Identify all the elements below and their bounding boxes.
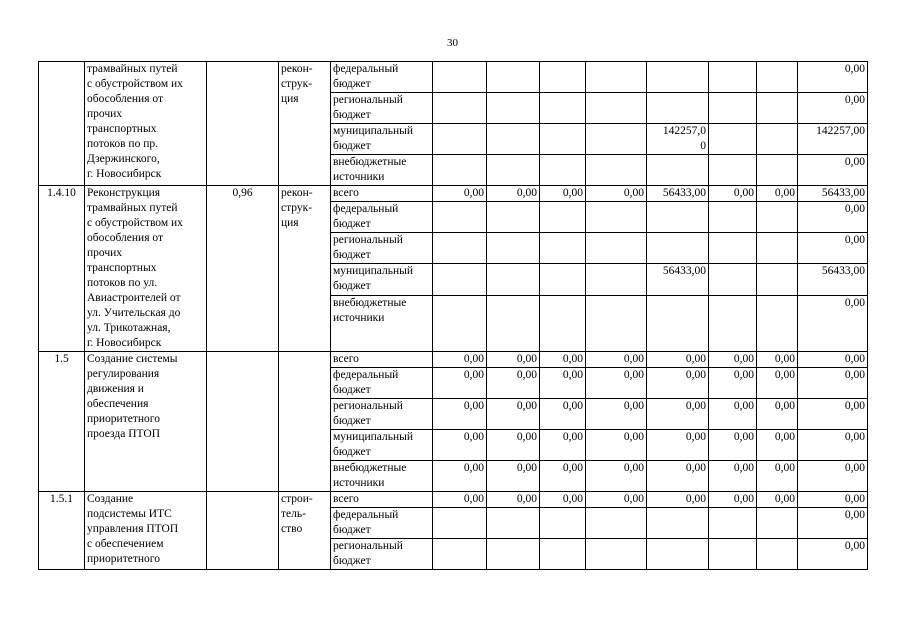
amount-cell xyxy=(647,62,709,93)
item-code: 1.5 xyxy=(39,352,85,492)
funding-source: внебюджетные источники xyxy=(331,155,433,186)
amount-cell xyxy=(433,264,487,295)
amount-cell: 0,00 xyxy=(757,461,798,492)
amount-cell: 0,00 xyxy=(798,508,868,539)
amount-cell: 0,00 xyxy=(647,492,709,508)
amount-cell xyxy=(586,124,647,155)
amount-cell xyxy=(433,93,487,124)
amount-cell xyxy=(540,295,586,351)
amount-cell xyxy=(433,539,487,570)
amount-cell: 0,00 xyxy=(540,461,586,492)
funding-source: всего xyxy=(331,352,433,368)
amount-cell xyxy=(647,93,709,124)
amount-cell xyxy=(757,295,798,351)
amount-cell: 0,00 xyxy=(487,368,540,399)
amount-cell xyxy=(487,295,540,351)
amount-cell xyxy=(433,233,487,264)
funding-source: муниципальный бюджет xyxy=(331,264,433,295)
funding-source: региональный бюджет xyxy=(331,399,433,430)
amount-cell: 0,00 xyxy=(757,430,798,461)
amount-cell xyxy=(540,508,586,539)
amount-cell: 0,00 xyxy=(647,399,709,430)
amount-cell: 0,00 xyxy=(586,492,647,508)
funding-source: региональный бюджет xyxy=(331,539,433,570)
amount-cell: 0,00 xyxy=(487,492,540,508)
amount-cell xyxy=(757,93,798,124)
amount-cell: 0,00 xyxy=(586,430,647,461)
amount-cell xyxy=(586,508,647,539)
amount-cell: 0,00 xyxy=(487,399,540,430)
amount-cell: 0,00 xyxy=(433,461,487,492)
amount-cell: 0,00 xyxy=(647,461,709,492)
amount-cell xyxy=(757,155,798,186)
amount-cell: 0,00 xyxy=(798,202,868,233)
amount-cell xyxy=(586,539,647,570)
amount-cell xyxy=(487,124,540,155)
item-name: Реконструкция трамвайных путей с обустройством их обособления от прочих транспортных потоков по ул. Авиастроителей от ул. Учительская до ул. Трикотажная, г. Новосибирск xyxy=(85,186,207,352)
amount-cell xyxy=(709,62,757,93)
amount-cell xyxy=(757,124,798,155)
amount-cell xyxy=(487,155,540,186)
funding-source: федеральный бюджет xyxy=(331,202,433,233)
page-number: 30 xyxy=(447,37,458,49)
table-row xyxy=(39,352,868,368)
amount-cell xyxy=(540,62,586,93)
amount-cell: 0,00 xyxy=(798,233,868,264)
amount-cell: 0,00 xyxy=(586,461,647,492)
amount-cell xyxy=(757,539,798,570)
amount-cell xyxy=(709,295,757,351)
funding-source: внебюджетные источники xyxy=(331,295,433,351)
amount-cell xyxy=(647,539,709,570)
amount-cell xyxy=(540,93,586,124)
amount-cell xyxy=(647,295,709,351)
amount-cell: 0,00 xyxy=(709,430,757,461)
amount-cell xyxy=(757,62,798,93)
table-row xyxy=(39,62,868,93)
amount-cell xyxy=(586,264,647,295)
funding-source: всего xyxy=(331,492,433,508)
amount-cell xyxy=(586,62,647,93)
amount-cell: 142257,0 0 xyxy=(647,124,709,155)
amount-cell: 0,00 xyxy=(757,399,798,430)
funding-source: внебюджетные источники xyxy=(331,461,433,492)
amount-cell: 0,00 xyxy=(487,461,540,492)
amount-cell: 0,00 xyxy=(433,492,487,508)
amount-cell: 0,00 xyxy=(757,368,798,399)
amount-cell: 0,00 xyxy=(709,461,757,492)
amount-cell: 0,00 xyxy=(647,368,709,399)
amount-cell: 0,00 xyxy=(757,186,798,202)
amount-cell xyxy=(709,233,757,264)
funding-source: муниципальный бюджет xyxy=(331,430,433,461)
amount-cell xyxy=(586,155,647,186)
amount-cell xyxy=(540,124,586,155)
amount-cell xyxy=(586,93,647,124)
amount-cell xyxy=(586,295,647,351)
amount-cell: 0,00 xyxy=(798,368,868,399)
amount-cell: 0,00 xyxy=(487,352,540,368)
budget-table xyxy=(38,61,868,570)
amount-cell: 56433,00 xyxy=(647,186,709,202)
item-name: трамвайных путей с обустройством их обособления от прочих транспортных потоков по пр. Дзержинского, г. Новосибирск xyxy=(85,62,207,186)
amount-cell xyxy=(757,508,798,539)
amount-cell xyxy=(586,233,647,264)
item-code: 1.4.10 xyxy=(39,186,85,352)
amount-cell xyxy=(647,202,709,233)
amount-cell xyxy=(647,233,709,264)
amount-cell xyxy=(647,155,709,186)
amount-cell: 0,00 xyxy=(709,186,757,202)
amount-cell xyxy=(709,202,757,233)
amount-cell: 0,00 xyxy=(540,368,586,399)
table-row xyxy=(39,492,868,508)
amount-cell: 0,00 xyxy=(487,430,540,461)
table-row xyxy=(39,186,868,202)
amount-cell: 0,00 xyxy=(540,430,586,461)
funding-source: федеральный бюджет xyxy=(331,62,433,93)
amount-cell xyxy=(433,62,487,93)
amount-cell xyxy=(540,539,586,570)
amount-cell: 0,00 xyxy=(798,430,868,461)
amount-cell: 56433,00 xyxy=(798,264,868,295)
funding-source: региональный бюджет xyxy=(331,93,433,124)
amount-cell xyxy=(433,202,487,233)
item-code: 1.5.1 xyxy=(39,492,85,570)
amount-cell: 0,00 xyxy=(540,352,586,368)
amount-cell xyxy=(709,124,757,155)
item-work-type: рекон- струк- ция xyxy=(279,186,331,352)
amount-cell xyxy=(757,233,798,264)
amount-cell xyxy=(487,264,540,295)
amount-cell: 0,00 xyxy=(647,352,709,368)
amount-cell xyxy=(709,264,757,295)
amount-cell: 0,00 xyxy=(709,368,757,399)
amount-cell xyxy=(433,295,487,351)
item-length xyxy=(207,352,279,492)
amount-cell xyxy=(433,508,487,539)
amount-cell: 0,00 xyxy=(433,352,487,368)
item-length: 0,96 xyxy=(207,186,279,352)
amount-cell: 56433,00 xyxy=(798,186,868,202)
amount-cell: 0,00 xyxy=(540,492,586,508)
amount-cell: 0,00 xyxy=(798,155,868,186)
funding-source: муниципальный бюджет xyxy=(331,124,433,155)
amount-cell xyxy=(757,202,798,233)
amount-cell xyxy=(709,508,757,539)
item-code xyxy=(39,62,85,186)
funding-source: всего xyxy=(331,186,433,202)
amount-cell: 0,00 xyxy=(540,399,586,430)
amount-cell: 0,00 xyxy=(586,352,647,368)
item-name: Создание системы регулирования движения и обеспечения приоритетного проезда ПТОП xyxy=(85,352,207,492)
amount-cell xyxy=(757,264,798,295)
amount-cell xyxy=(709,93,757,124)
amount-cell: 0,00 xyxy=(487,186,540,202)
amount-cell: 0,00 xyxy=(433,368,487,399)
item-work-type: строи- тель- ство xyxy=(279,492,331,570)
amount-cell: 0,00 xyxy=(798,399,868,430)
item-name: Создание подсистемы ИТС управления ПТОП с обеспечением приоритетного xyxy=(85,492,207,570)
amount-cell: 0,00 xyxy=(709,399,757,430)
item-work-type xyxy=(279,352,331,492)
amount-cell xyxy=(709,539,757,570)
amount-cell xyxy=(487,539,540,570)
amount-cell: 0,00 xyxy=(798,62,868,93)
amount-cell: 0,00 xyxy=(798,352,868,368)
amount-cell: 0,00 xyxy=(757,492,798,508)
amount-cell: 0,00 xyxy=(798,539,868,570)
amount-cell xyxy=(709,155,757,186)
amount-cell: 0,00 xyxy=(586,399,647,430)
item-length xyxy=(207,492,279,570)
item-length xyxy=(207,62,279,186)
amount-cell: 0,00 xyxy=(709,352,757,368)
amount-cell: 0,00 xyxy=(586,368,647,399)
amount-cell xyxy=(586,202,647,233)
amount-cell xyxy=(487,508,540,539)
amount-cell: 0,00 xyxy=(709,492,757,508)
funding-source: федеральный бюджет xyxy=(331,508,433,539)
amount-cell: 0,00 xyxy=(757,352,798,368)
amount-cell: 0,00 xyxy=(540,186,586,202)
amount-cell: 0,00 xyxy=(647,430,709,461)
amount-cell xyxy=(540,155,586,186)
amount-cell xyxy=(540,264,586,295)
amount-cell xyxy=(487,233,540,264)
funding-source: региональный бюджет xyxy=(331,233,433,264)
amount-cell xyxy=(433,124,487,155)
amount-cell: 0,00 xyxy=(433,399,487,430)
amount-cell xyxy=(540,202,586,233)
amount-cell: 56433,00 xyxy=(647,264,709,295)
amount-cell xyxy=(540,233,586,264)
amount-cell xyxy=(647,508,709,539)
amount-cell: 0,00 xyxy=(798,295,868,351)
amount-cell: 0,00 xyxy=(798,492,868,508)
amount-cell: 142257,00 xyxy=(798,124,868,155)
amount-cell xyxy=(487,62,540,93)
amount-cell xyxy=(433,155,487,186)
funding-source: федеральный бюджет xyxy=(331,368,433,399)
amount-cell: 0,00 xyxy=(433,430,487,461)
amount-cell: 0,00 xyxy=(433,186,487,202)
amount-cell xyxy=(487,93,540,124)
amount-cell xyxy=(487,202,540,233)
item-work-type: рекон- струк- ция xyxy=(279,62,331,186)
amount-cell: 0,00 xyxy=(798,461,868,492)
amount-cell: 0,00 xyxy=(586,186,647,202)
amount-cell: 0,00 xyxy=(798,93,868,124)
